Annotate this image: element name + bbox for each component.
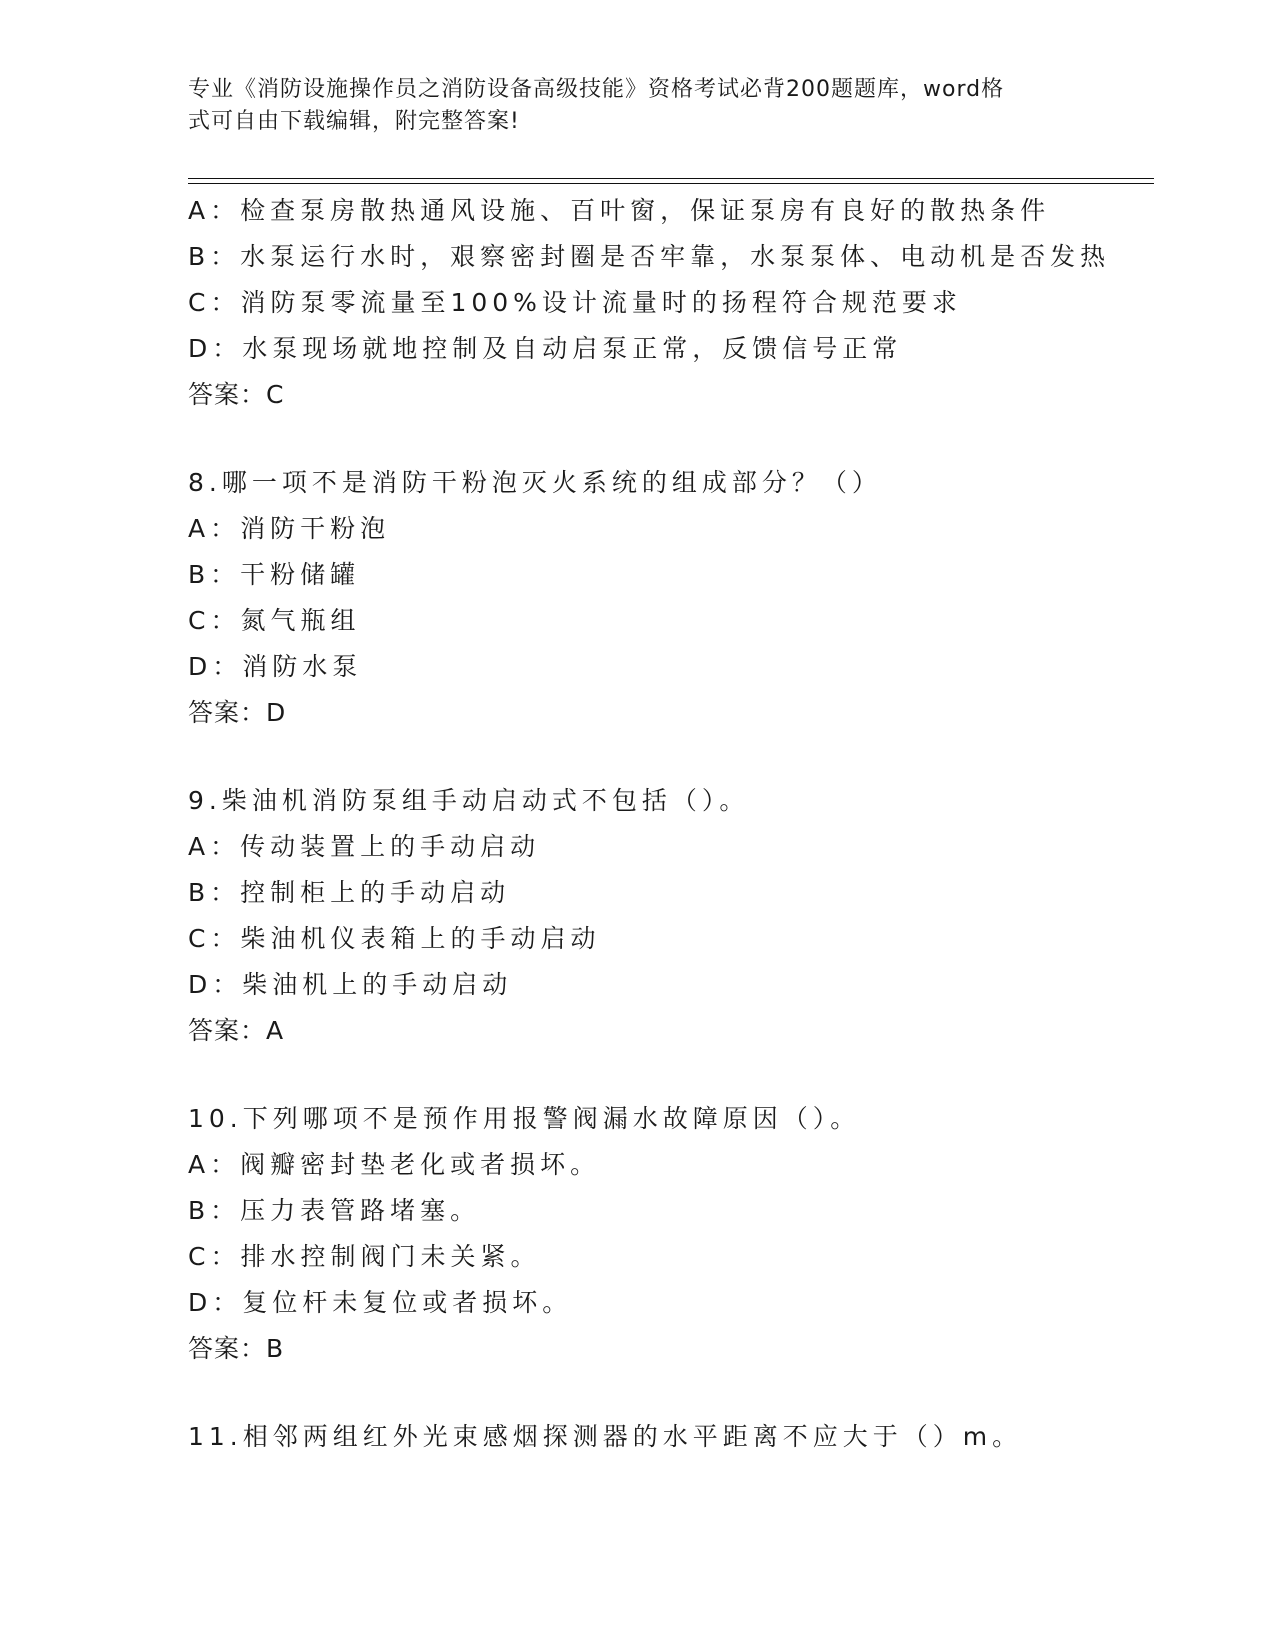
option-b: B：水泵运行水时，艰察密封圈是否牢靠，水泵泵体、电动机是否发热 [188, 242, 1111, 271]
option-b: B：压力表管路堵塞。 [188, 1196, 481, 1225]
option-a: A：传动装置上的手动启动 [188, 832, 541, 861]
option-c: C：柴油机仪表箱上的手动启动 [188, 924, 601, 953]
answer-line: 答案：C [188, 380, 285, 409]
option-d: D：消防水泵 [188, 652, 363, 681]
question-block-11 [188, 1414, 1168, 1460]
answer-line: 答案：D [188, 698, 287, 727]
question-text: 11.相邻两组红外光束感烟探测器的水平距离不应大于（）m。 [188, 1422, 1023, 1451]
option-d: D：水泵现场就地控制及自动启泵正常，反馈信号正常 [188, 334, 903, 363]
option-c: C：消防泵零流量至100%设计流量时的扬程符合规范要求 [188, 288, 962, 317]
header-divider-top [188, 178, 1154, 179]
option-d: D：复位杆未复位或者损坏。 [188, 1288, 573, 1317]
answer-line: 答案：B [188, 1334, 285, 1363]
question-text: 9.柴油机消防泵组手动启动式不包括（）。 [188, 786, 750, 815]
question-text: 10.下列哪项不是预作用报警阀漏水故障原因（）。 [188, 1104, 861, 1133]
header-divider-bottom [188, 183, 1154, 184]
option-d: D：柴油机上的手动启动 [188, 970, 513, 999]
document-header [188, 74, 1068, 138]
option-c: C：排水控制阀门未关紧。 [188, 1242, 541, 1271]
answer-line: 答案：A [188, 1016, 285, 1045]
header-line-2: 式可自由下载编辑，附完整答案! [188, 109, 520, 134]
option-a: A：检查泵房散热通风设施、百叶窗，保证泵房有良好的散热条件 [188, 196, 1051, 225]
option-c: C：氮气瓶组 [188, 606, 361, 635]
option-a: A：阀瓣密封垫老化或者损坏。 [188, 1150, 601, 1179]
header-line-1: 专业《消防设施操作员之消防设备高级技能》资格考试必背200题题库，word格 [188, 77, 1005, 102]
option-b: B：干粉储罐 [188, 560, 361, 589]
question-block-10 [188, 1096, 1168, 1372]
question-text: 8.哪一项不是消防干粉泡灭火系统的组成部分？（） [188, 468, 882, 497]
question-content [188, 188, 1168, 1502]
question-block-7 [188, 188, 1168, 418]
question-block-9 [188, 778, 1168, 1054]
question-block-8 [188, 460, 1168, 736]
option-a: A：消防干粉泡 [188, 514, 391, 543]
option-b: B：控制柜上的手动启动 [188, 878, 511, 907]
